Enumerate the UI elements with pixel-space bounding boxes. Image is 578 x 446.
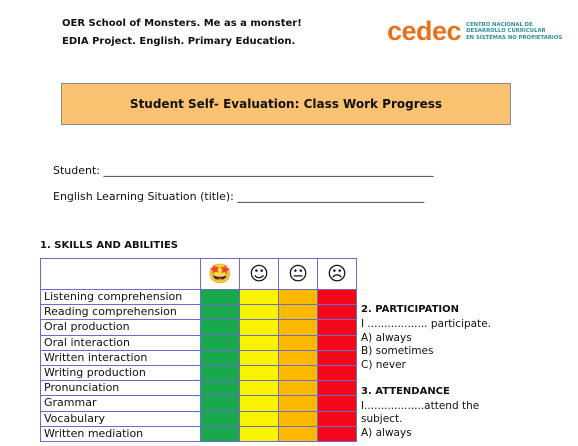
rating-cell-star-eyes-face[interactable] bbox=[201, 381, 240, 396]
rating-cell-smiling-face[interactable] bbox=[240, 426, 279, 441]
attendance-heading: 3. ATTENDANCE bbox=[361, 386, 450, 397]
skills-table-row bbox=[41, 335, 357, 350]
skills-table-row bbox=[41, 350, 357, 365]
star-eyes-face-icon: 🤩 bbox=[201, 259, 240, 290]
participation-option: C) never bbox=[361, 359, 406, 371]
skill-label: Writing production bbox=[41, 365, 201, 380]
skills-table-row bbox=[41, 305, 357, 320]
participation-heading: 2. PARTICIPATION bbox=[361, 304, 460, 315]
skill-label: Grammar bbox=[41, 396, 201, 411]
participation-prompt: I .................. participate. bbox=[361, 318, 492, 330]
rating-cell-sad-face[interactable] bbox=[318, 411, 357, 426]
rating-cell-smiling-face[interactable] bbox=[240, 305, 279, 320]
rating-cell-smiling-face[interactable] bbox=[240, 381, 279, 396]
student-name-field: Student: ____________________________________________________________ bbox=[53, 164, 434, 177]
skill-label: Listening comprehension bbox=[41, 290, 201, 305]
rating-cell-star-eyes-face[interactable] bbox=[201, 335, 240, 350]
neutral-face-icon: 😐 bbox=[279, 259, 318, 290]
rating-cell-sad-face[interactable] bbox=[318, 350, 357, 365]
header-project-line: EDIA Project. English. Primary Education. bbox=[62, 36, 296, 47]
skills-table-row bbox=[41, 290, 357, 305]
rating-cell-sad-face[interactable] bbox=[318, 290, 357, 305]
rating-cell-neutral-face[interactable] bbox=[279, 335, 318, 350]
skills-table-row bbox=[41, 381, 357, 396]
skills-table-row bbox=[41, 320, 357, 335]
skill-label: Vocabulary bbox=[41, 411, 201, 426]
skill-label: Written interaction bbox=[41, 350, 201, 365]
rating-cell-smiling-face[interactable] bbox=[240, 290, 279, 305]
rating-cell-star-eyes-face[interactable] bbox=[201, 396, 240, 411]
skills-header-blank bbox=[41, 259, 201, 290]
rating-cell-sad-face[interactable] bbox=[318, 381, 357, 396]
rating-cell-smiling-face[interactable] bbox=[240, 350, 279, 365]
rating-cell-smiling-face[interactable] bbox=[240, 365, 279, 380]
header-school-title: OER School of Monsters. Me as a monster! bbox=[62, 18, 302, 29]
learning-situation-field: English Learning Situation (title): __________________________________ bbox=[53, 190, 425, 203]
document-title-box bbox=[61, 83, 511, 125]
rating-cell-star-eyes-face[interactable] bbox=[201, 305, 240, 320]
rating-cell-sad-face[interactable] bbox=[318, 335, 357, 350]
rating-cell-star-eyes-face[interactable] bbox=[201, 290, 240, 305]
rating-cell-smiling-face[interactable] bbox=[240, 411, 279, 426]
rating-cell-sad-face[interactable] bbox=[318, 396, 357, 411]
skill-label: Oral production bbox=[41, 320, 201, 335]
smiling-face-icon: ☺ bbox=[240, 259, 279, 290]
logo-wordmark: cedec bbox=[387, 16, 462, 46]
rating-cell-sad-face[interactable] bbox=[318, 320, 357, 335]
logo-tagline-line: CENTRO NACIONAL DE bbox=[466, 21, 533, 28]
skill-label: Oral interaction bbox=[41, 335, 201, 350]
rating-cell-smiling-face[interactable] bbox=[240, 320, 279, 335]
document-title: Student Self- Evaluation: Class Work Progress bbox=[129, 97, 443, 111]
cedec-logo bbox=[387, 18, 562, 45]
rating-cell-star-eyes-face[interactable] bbox=[201, 426, 240, 441]
attendance-prompt: I..................attend the bbox=[361, 400, 480, 412]
rating-cell-neutral-face[interactable] bbox=[279, 320, 318, 335]
skill-label: Pronunciation bbox=[41, 381, 201, 396]
skills-table-header-row bbox=[41, 259, 357, 290]
rating-cell-neutral-face[interactable] bbox=[279, 381, 318, 396]
skills-table-row bbox=[41, 396, 357, 411]
rating-cell-smiling-face[interactable] bbox=[240, 396, 279, 411]
rating-cell-sad-face[interactable] bbox=[318, 365, 357, 380]
attendance-prompt-continued: subject. bbox=[361, 413, 403, 425]
attendance-option: A) always bbox=[361, 427, 412, 439]
rating-cell-star-eyes-face[interactable] bbox=[201, 320, 240, 335]
rating-cell-neutral-face[interactable] bbox=[279, 305, 318, 320]
skill-label: Reading comprehension bbox=[41, 305, 201, 320]
rating-cell-neutral-face[interactable] bbox=[279, 426, 318, 441]
rating-cell-star-eyes-face[interactable] bbox=[201, 350, 240, 365]
participation-option: B) sometimes bbox=[361, 345, 434, 357]
rating-cell-star-eyes-face[interactable] bbox=[201, 411, 240, 426]
rating-cell-sad-face[interactable] bbox=[318, 305, 357, 320]
rating-cell-neutral-face[interactable] bbox=[279, 290, 318, 305]
logo-tagline-line: EN SISTEMAS NO PROPIETARIOS bbox=[466, 34, 563, 41]
skills-table-row bbox=[41, 365, 357, 380]
logo-tagline bbox=[466, 22, 562, 42]
skills-table bbox=[40, 258, 357, 442]
rating-cell-sad-face[interactable] bbox=[318, 426, 357, 441]
rating-cell-smiling-face[interactable] bbox=[240, 335, 279, 350]
rating-cell-neutral-face[interactable] bbox=[279, 365, 318, 380]
participation-option: A) always bbox=[361, 332, 412, 344]
skills-table-row bbox=[41, 411, 357, 426]
skill-label: Written mediation bbox=[41, 426, 201, 441]
skills-heading: 1. SKILLS AND ABILITIES bbox=[40, 240, 178, 251]
rating-cell-neutral-face[interactable] bbox=[279, 411, 318, 426]
rating-cell-star-eyes-face[interactable] bbox=[201, 365, 240, 380]
skills-table-row bbox=[41, 426, 357, 441]
sad-face-icon: ☹ bbox=[318, 259, 357, 290]
logo-tagline-line: DESARROLLO CURRICULAR bbox=[466, 28, 546, 35]
rating-cell-neutral-face[interactable] bbox=[279, 350, 318, 365]
rating-cell-neutral-face[interactable] bbox=[279, 396, 318, 411]
